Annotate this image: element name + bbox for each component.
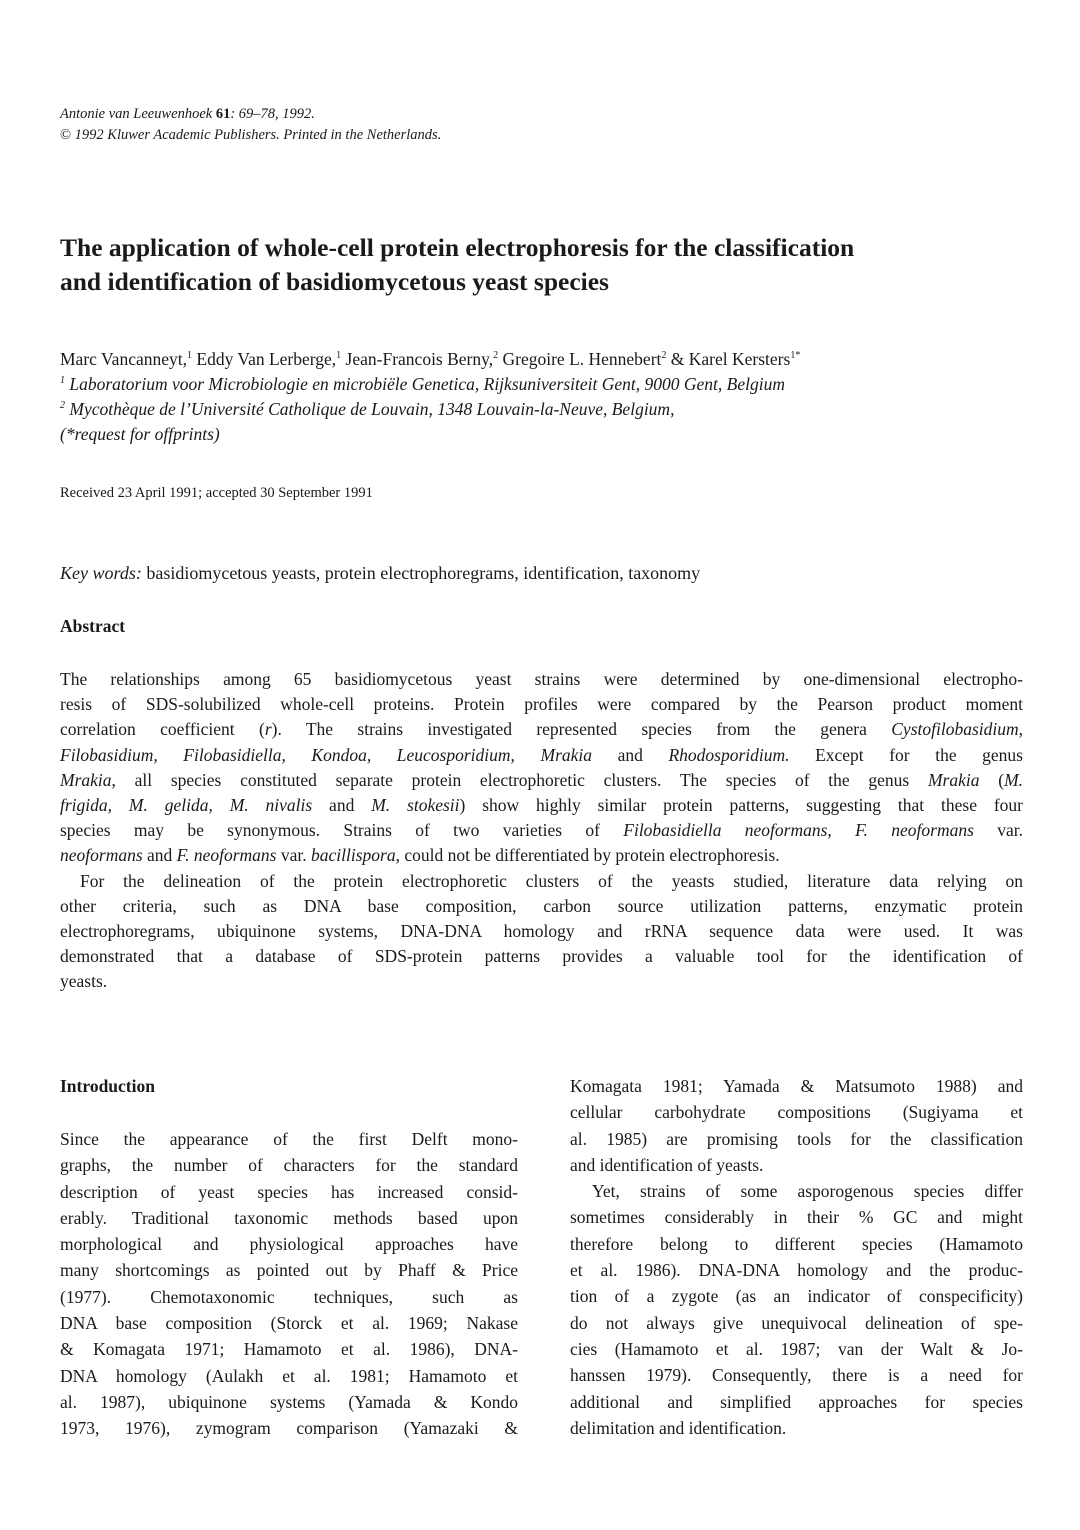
affiliation-2-marker: 2 bbox=[60, 400, 65, 412]
author-block bbox=[60, 347, 800, 447]
body-line: and identification of yeasts. bbox=[570, 1154, 764, 1175]
pages-year: : 69–78, 1992. bbox=[230, 106, 315, 122]
keywords-label: Key words: bbox=[60, 563, 142, 583]
copyright-text: 1992 Kluwer Academic Publishers. Printed in the Netherlands. bbox=[74, 127, 442, 143]
italic-run: Cystofilobasidium, bbox=[891, 719, 1023, 740]
body-line: do not always give unequivocal delineation of spe- bbox=[570, 1312, 1023, 1333]
italic-run: Mrakia bbox=[927, 769, 980, 790]
body-line: DNA homology (Aulakh et al. 1981; Hamamoto et bbox=[60, 1365, 518, 1386]
author-3: Jean-Francois Berny, bbox=[341, 349, 494, 369]
introduction-left-column bbox=[60, 1126, 518, 1442]
article-title bbox=[60, 231, 1040, 299]
italic-run: M. bbox=[1004, 769, 1024, 790]
abstract-line: The relationships among 65 basidiomycetous yeast strains were determined by one-dimensional electropho- bbox=[60, 669, 1023, 689]
title-line-1: The application of whole-cell protein electrophoresis for the classification bbox=[60, 233, 855, 262]
author-2-affiliation: 1 bbox=[336, 350, 342, 362]
text-run: and bbox=[142, 845, 177, 866]
italic-run: r bbox=[264, 719, 272, 740]
text-run: species may be synonymous. Strains of two varieties of bbox=[60, 820, 624, 841]
italic-run: Mrakia bbox=[60, 769, 112, 790]
abstract-line bbox=[60, 717, 1023, 742]
abstract-line: For the delineation of the protein electrophoretic clusters of the yeasts studied, literature data relying on bbox=[80, 870, 1023, 891]
citation-line-2 bbox=[60, 125, 441, 146]
body-line: morphological and physiological approaches have bbox=[60, 1234, 518, 1255]
italic-run: M. stokesii bbox=[371, 794, 460, 815]
body-line: al. 1985) are promising tools for the classification bbox=[570, 1128, 1023, 1149]
body-line: tion of a zygote (as an indicator of conspecificity) bbox=[570, 1286, 1023, 1307]
introduction-heading: Introduction bbox=[60, 1076, 155, 1096]
abstract-line: resis of SDS-solubilized whole-cell proteins. Protein profiles were compared by the Pearson product moment bbox=[60, 694, 1023, 715]
offprints-note: (*request for offprints) bbox=[60, 424, 220, 444]
text-run: and bbox=[312, 794, 372, 815]
body-line: Komagata 1981; Yamada & Matsumoto 1988) and bbox=[570, 1076, 1023, 1096]
text-run: ) show highly similar protein patterns, suggesting that these four bbox=[459, 794, 1023, 815]
author-1-affiliation: 1 bbox=[187, 350, 192, 362]
keywords bbox=[60, 561, 700, 585]
abstract-line: demonstrated that a database of SDS-protein patterns provides a valuable tool for the identification of bbox=[60, 946, 1023, 967]
text-run: var. bbox=[276, 845, 312, 866]
affiliation-2 bbox=[60, 397, 800, 422]
abstract-line: electrophoregrams, ubiquinone systems, DNA-DNA homology and rRNA sequence data were used. It was bbox=[60, 920, 1023, 941]
author-2: Eddy Van Lerberge, bbox=[192, 349, 337, 369]
italic-run: frigida, M. gelida, M. nivalis bbox=[60, 794, 313, 815]
citation-line-1 bbox=[60, 104, 441, 125]
body-line: Since the appearance of the first Delft mono- bbox=[60, 1129, 518, 1149]
text-run: and bbox=[592, 744, 669, 765]
abstract-line: yeasts. bbox=[60, 971, 108, 992]
abstract-heading: Abstract bbox=[60, 616, 126, 636]
body-line: graphs, the number of characters for the standard bbox=[60, 1155, 518, 1176]
abstract-body bbox=[60, 667, 1023, 994]
abstract-line bbox=[60, 768, 1023, 793]
abstract-line bbox=[60, 743, 1023, 768]
italic-run: neoformans bbox=[60, 845, 143, 866]
text-run: , all species constituted separate protein electrophoretic clusters. The species of the genus bbox=[111, 769, 928, 790]
body-line: additional and simplified approaches for species bbox=[570, 1391, 1023, 1412]
journal-name: Antonie van Leeuwenhoek bbox=[60, 106, 213, 122]
author-4: Gregoire L. Hennebert bbox=[498, 349, 662, 369]
italic-run: bacillispora bbox=[311, 845, 396, 866]
body-line: DNA base composition (Storck et al. 1969; Nakase bbox=[60, 1313, 518, 1334]
text-run: ( bbox=[979, 769, 1005, 790]
author-4-affiliation: 2 bbox=[661, 350, 667, 362]
italic-run: F. neoformans bbox=[176, 845, 277, 866]
body-line: delimitation and identification. bbox=[570, 1417, 787, 1438]
body-line: (1977). Chemotaxonomic techniques, such as bbox=[60, 1286, 518, 1307]
author-1: Marc Vancanneyt, bbox=[60, 349, 187, 369]
title-line-2: and identification of basidiomycetous yeast species bbox=[60, 267, 609, 296]
body-line: al. 1987), ubiquinone systems (Yamada & Kondo bbox=[60, 1391, 518, 1412]
italic-run: Filobasidiella neoformans, F. neoformans bbox=[623, 820, 974, 841]
body-line: 1973, 1976), zymogram comparison (Yamazaki & bbox=[60, 1418, 518, 1439]
body-line: Yet, strains of some asporogenous species differ bbox=[592, 1181, 1023, 1202]
italic-run: Rhodosporidium. bbox=[668, 744, 790, 765]
affiliation-1-text: Laboratorium voor Microbiologie en microbiële Genetica, Rijksuniversiteit Gent, 9000 Gent, Belgium bbox=[65, 374, 785, 394]
abstract-line bbox=[60, 843, 1023, 868]
author-3-affiliation: 2 bbox=[493, 350, 499, 362]
author-5-affiliation: 1* bbox=[790, 350, 801, 362]
text-run: Except for the genus bbox=[789, 744, 1023, 765]
body-line: description of yeast species has increased consid- bbox=[60, 1181, 518, 1202]
body-line: sometimes considerably in their % GC and might bbox=[570, 1207, 1023, 1228]
volume-number: 61 bbox=[215, 106, 231, 122]
abstract-line bbox=[60, 793, 1023, 818]
affiliation-1 bbox=[60, 372, 800, 397]
abstract-line: other criteria, such as DNA base composition, carbon source utilization patterns, enzymatic protein bbox=[60, 895, 1023, 916]
italic-run: Filobasidium, Filobasidiella, Kondoa, Leucosporidium, Mrakia bbox=[60, 744, 593, 765]
body-line: therefore belong to different species (Hamamoto bbox=[570, 1233, 1023, 1254]
keywords-text: basidiomycetous yeasts, protein electrophoregrams, identification, taxonomy bbox=[141, 563, 701, 583]
author-list bbox=[60, 347, 800, 372]
author-5: & Karel Kersters bbox=[666, 349, 791, 369]
body-line: cies (Hamamoto et al. 1987; van der Walt & Jo- bbox=[570, 1338, 1023, 1359]
body-line: many shortcomings as pointed out by Phaff & Price bbox=[60, 1260, 518, 1281]
text-run: , could not be differentiated by protein electrophoresis. bbox=[395, 845, 780, 866]
text-run: correlation coefficient ( bbox=[60, 719, 265, 740]
received-dates: Received 23 April 1991; accepted 30 September 1991 bbox=[60, 485, 373, 501]
body-line: cellular carbohydrate compositions (Sugiyama et bbox=[570, 1102, 1023, 1123]
text-run: ). The strains investigated represented species from the genera bbox=[271, 719, 892, 740]
body-line: hanssen 1979). Consequently, there is a need for bbox=[570, 1365, 1023, 1386]
copyright-icon: © bbox=[60, 127, 72, 143]
introduction-right-column bbox=[570, 1073, 1023, 1441]
text-run: var. bbox=[973, 820, 1023, 841]
abstract-line bbox=[60, 818, 1023, 843]
affiliation-2-text: Mycothèque de l’Université Catholique de Louvain, 1348 Louvain-la-Neuve, Belgium, bbox=[65, 399, 675, 419]
body-line: et al. 1986). DNA-DNA homology and the produc- bbox=[570, 1260, 1023, 1281]
affiliation-1-marker: 1 bbox=[60, 375, 65, 387]
journal-citation bbox=[60, 104, 441, 146]
body-line: & Komagata 1971; Hamamoto et al. 1986), DNA- bbox=[60, 1339, 518, 1360]
body-line: erably. Traditional taxonomic methods based upon bbox=[60, 1207, 518, 1228]
